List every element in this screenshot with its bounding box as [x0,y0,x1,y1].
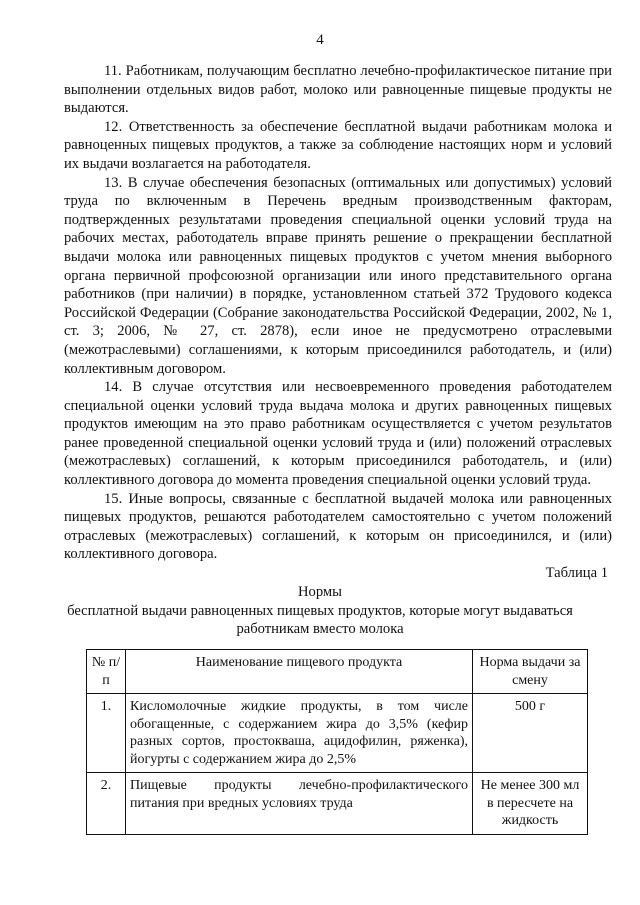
paragraph-15: 15. Иные вопросы, связанные с бесплатной выдачей молока или равноценных пищевых продуктов, решаются работодателем самостоятельно с учетом положений отраслевых (межотраслевых) соглашений, к которым он присоединился, и (или) коллективного договора. [64,490,612,563]
row-1-norm: 500 г [473,694,588,773]
document-body [64,62,612,564]
row-2-norm: Не менее 300 мл в пересчете на жидкость [473,773,588,835]
row-1-num: 1. [87,694,126,773]
paragraph-12: 12. Ответственность за обеспечение бесплатной выдачи работникам молока и равноценных пищевых продуктов, а также за соблюдение настоящих норм и условий их выдачи возлагается на работодателя. [64,118,612,172]
table-row [87,694,588,773]
table-title-line-2: бесплатной выдачи равноценных пищевых продуктов, которые могут выдаваться [67,602,573,619]
table-label: Таблица 1 [545,565,608,581]
page-number: 4 [316,32,324,48]
paragraph-13: 13. В случае обеспечения безопасных (оптимальных или допустимых) условий труда по включенным в Перечень вредным производственным факторам, подтвержденных результатами проведения специальной оценки условий труда на рабочих местах, работодатель вправе принять решение о прекращении бесплатной выдачи молока или равноценных пищевых продуктов с учетом мнения выборного органа первичной профсоюзной организации или иного представительного органа работников (при наличии) в порядке, установленном статьей 372 Трудового кодекса Российской Федерации (Собрание законодательства Российской Федерации, 2002, № 1, ст. 3; 2006, № 27, ст. 2878), если иное не предусмотрено отраслевыми (межотраслевыми) соглашениями, к которым присоединился работодатель, и (или) коллективным договором. [64,174,612,377]
table-title [60,583,580,639]
table-title-line-3: работникам вместо молока [236,621,404,638]
norms-table [86,649,588,835]
row-2-name: Пищевые продукты лечебно-профилактического питания при вредных условиях труда [126,773,473,835]
paragraph-14: 14. В случае отсутствия или несвоевременного проведения работодателем специальной оценки условий труда выдача молока и других равноценных пищевых продуктов имеющим на это право работникам осуществляется с учетом результатов ранее проведенной специальной оценки условий труда и (или) положений отраслевых (межотраслевых) соглашений, к которым присоединился работодатель, и (или) коллективного договора до момента проведения специальной оценки условий труда. [64,379,612,489]
header-name: Наименование пищевого продукта [126,650,473,694]
row-2-num: 2. [87,773,126,835]
table-row [87,773,588,835]
table-header-row [87,650,588,694]
table-title-line-1: Нормы [298,584,342,600]
row-1-name: Кисломолочные жидкие продукты, в том числе обогащенные, с содержанием жира до 3,5% (кефир разных сортов, простокваша, ацидофилин, ряженка), йогурты с содержанием жира до 2,5% [126,694,473,773]
header-num: № п/п [87,650,126,694]
header-norm: Норма выдачи за смену [473,650,588,694]
paragraph-11: 11. Работникам, получающим бесплатно лечебно-профилактическое питание при выполнении отдельных видов работ, молоко или равноценные пищевые продукты не выдаются. [64,63,612,117]
